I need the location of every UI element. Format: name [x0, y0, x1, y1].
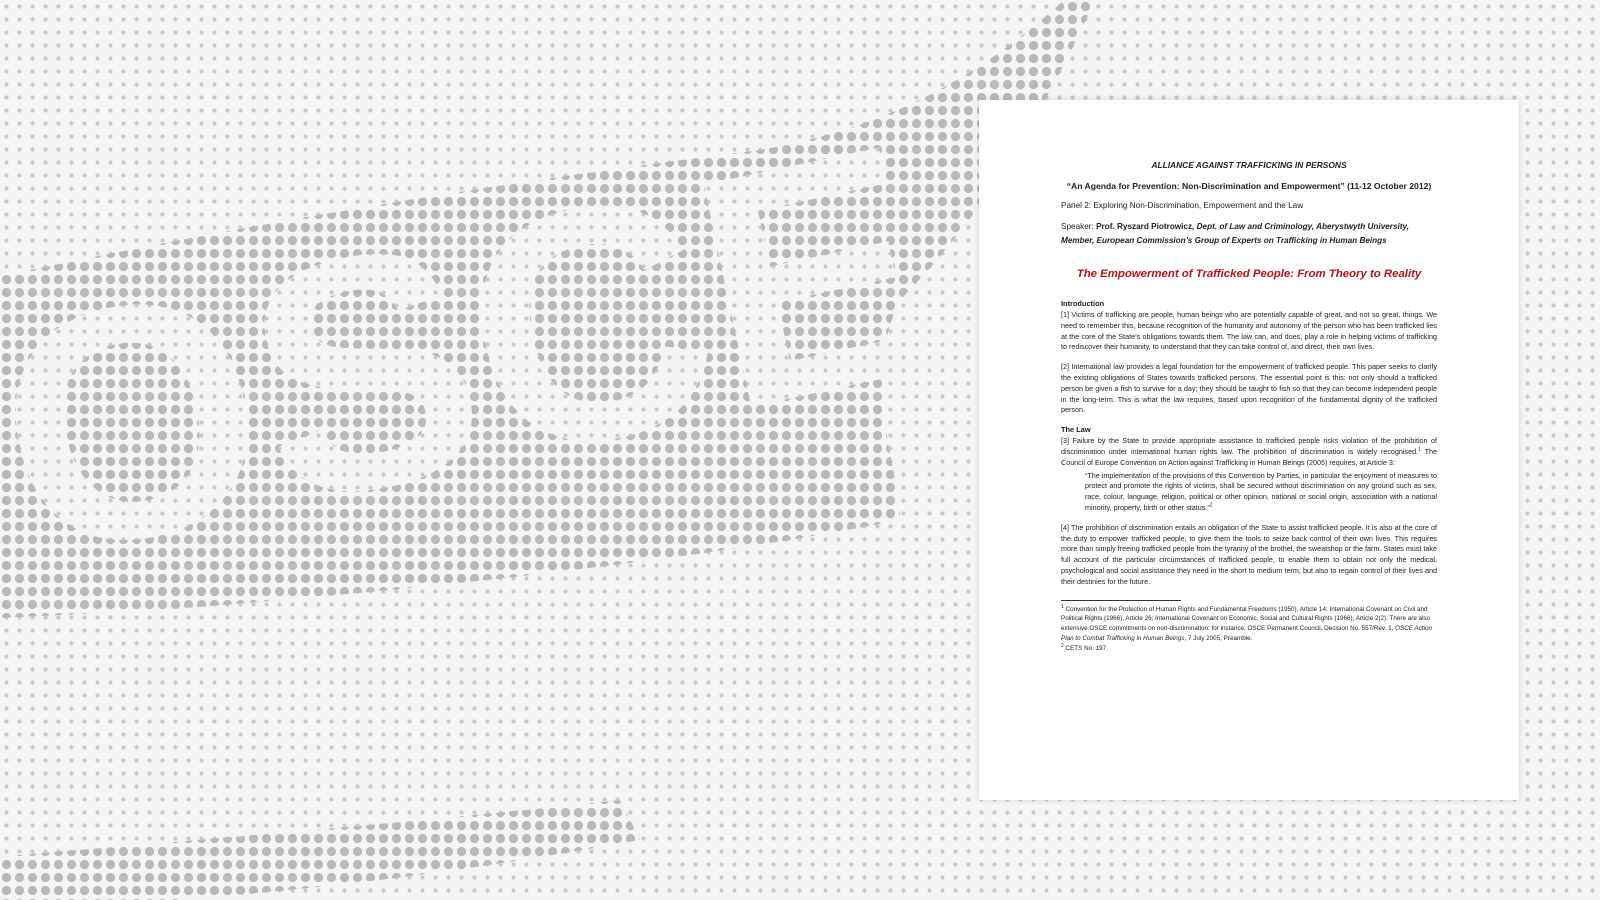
document-page — [979, 100, 1519, 800]
introduction-heading: Introduction — [1061, 299, 1105, 308]
quote-text: “The implementation of the provisions of this Convention by Parties, in particular the enjoyment of measures to protect and promote the rights of victims, shall be secured without discrimination on any ground such as sex, race, colour, language, religion, political or other opinion, national or social origin, association with a national minority, property, birth or other status.” — [1085, 470, 1437, 512]
paragraph-3-text-a: [3] Failure by the State to provide appropriate assistance to trafficked people risks violation of the prohibition of discrimination under international human rights law. The prohibition of discrimination is widely recognised. — [1061, 436, 1437, 456]
document-title: The Empowerment of Trafficked People: From Theory to Reality — [1076, 268, 1422, 280]
paragraph-3-text-b: The Council of Europe Convention on Action against Trafficking in Human Beings (2005) requires, at Article 3: — [1061, 446, 1437, 467]
organization-title: ALLIANCE AGAINST TRAFFICKING IN PERSONS — [1151, 160, 1347, 170]
paragraph-1: [1] Victims of trafficking are people, human beings who are potentially capable of great, and not so great, things. We need to remember this, because recognition of the humanity and autonomy of the person who has been trafficked lies at the core of the State’s obligations towards them. The law can, and does, play a role in helping victims of trafficking to rediscover their humanity, to understand that they can take control of, and direct, their own lives. — [1061, 310, 1437, 352]
footnote-ref-2: 2 — [1209, 502, 1213, 509]
paragraph-2: [2] International law provides a legal foundation for the empowerment of trafficked people. This paper seeks to clarify the existing obligations of States towards trafficked persons. The essential point is this: not only should a trafficked person be given a fish to survive for a day; they should be taught to fish so that they can become independent people in the long-term. This is what the law requires, based upon recognition of the fundamental dignity of the trafficked person. — [1061, 362, 1437, 415]
footnote-1-italic: OSCE Action Plan to Combat Trafficking in Human Beings — [1061, 625, 1432, 642]
footnote-1-text-a: Convention for the Protection of Human Rights and Fundamental Freedoms (1950), Article 14; International Covenant on Civil and Political Rights (1966), Article 26; International Covenant on Economic, Social and Cultural Rights (1966), Article 2(2). There are also extensive OSCE commitments on non-discrimination: for instance, OSCE Permanent Council, Decision No. 557/Rev. 1, — [1061, 605, 1431, 633]
footnote-1-number: 1 — [1061, 603, 1064, 610]
footnote-separator — [1061, 600, 1181, 601]
event-title: “An Agenda for Prevention: Non-Discrimination and Empowerment” (11-12 October 2012) — [1066, 181, 1432, 191]
paragraph-3 — [1061, 436, 1437, 468]
footnote-2-text: CETS No. 197. — [1063, 644, 1108, 652]
footnote-ref-1: 1 — [1418, 446, 1421, 453]
footnote-1 — [1061, 605, 1437, 644]
speaker-affiliation-1: , Dept. of Law and Criminology, Aberystwyth University, — [1192, 222, 1410, 231]
paragraph-4: [4] The prohibition of discrimination entails an obligation of the State to assist trafficked people. It is also at the core of the duty to empower trafficked people, to give them the tools to seize back control of their own lives. This requires more than simply freeing trafficked people from the tyranny of the brothel, the sweatshop or the farm. States must take full account of the particular circumstances of trafficked people, to enable them to obtain not only the medical, psychological and social assistance they need in the short to medium term, but also to regain control of their lives and their destinies for the future. — [1061, 522, 1437, 586]
speaker-affiliation-2: Member, European Commission’s Group of Experts on Trafficking in Human Beings — [1061, 236, 1387, 245]
panel-title: Panel 2: Exploring Non-Discrimination, Empowerment and the Law — [1061, 201, 1304, 210]
speaker-label: Speaker: — [1061, 222, 1094, 231]
article-3-quote — [1085, 471, 1437, 514]
footnote-1-text-b: , 7 July 2005, Preamble. — [1184, 634, 1253, 642]
speaker-line — [1061, 220, 1437, 248]
law-heading: The Law — [1061, 425, 1091, 435]
speaker-name: Prof. Ryszard Piotrowicz — [1096, 222, 1193, 231]
footnote-2 — [1061, 644, 1437, 654]
footnote-2-number: 2 — [1061, 642, 1064, 649]
